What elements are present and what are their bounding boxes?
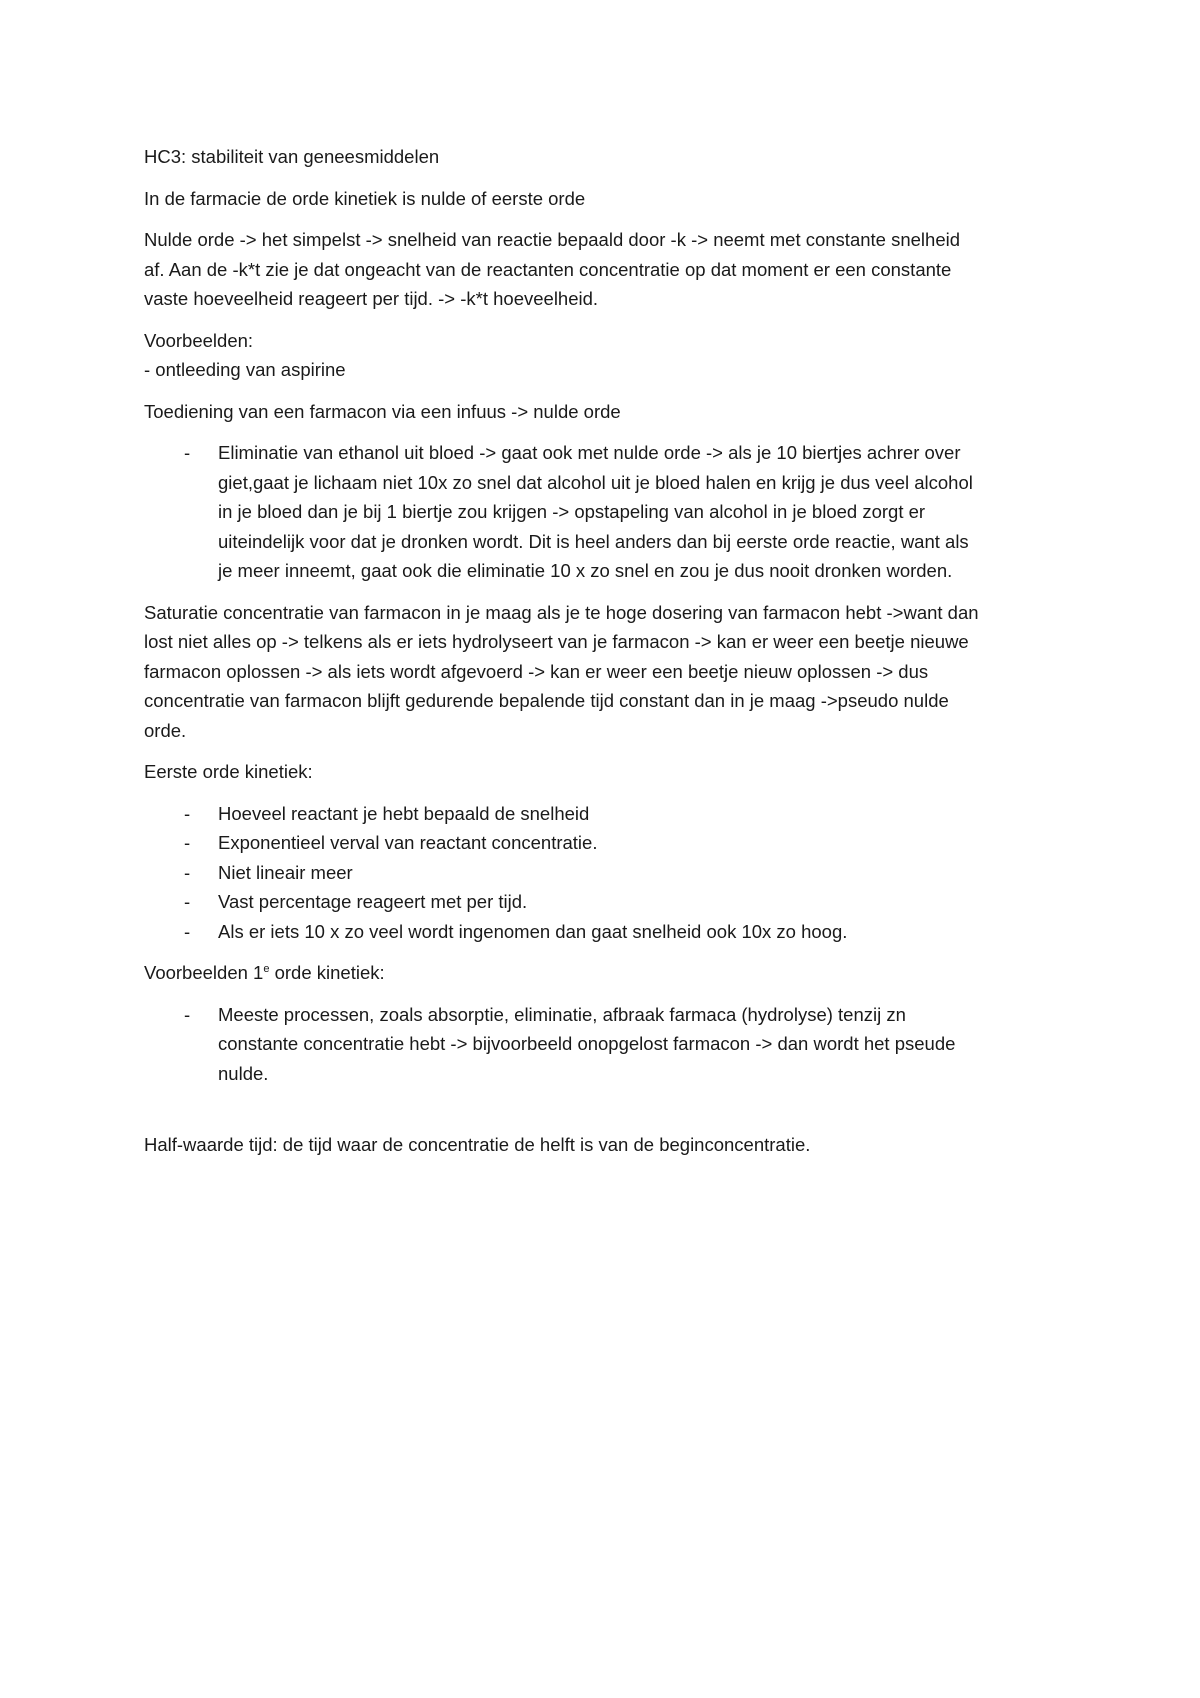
text-line: nulde. (218, 1062, 269, 1084)
list-dash: - (184, 891, 191, 912)
document-title: HC3: stabiliteit van geneesmiddelen (144, 146, 440, 167)
list-dash: - (184, 861, 191, 883)
heading-text: Voorbeelden 1 (144, 962, 264, 983)
list-dash: - (184, 920, 191, 942)
list-item (144, 887, 1074, 917)
nulde-orde-paragraph (144, 225, 1074, 314)
list-item (144, 1000, 1074, 1089)
text-line: uiteindelijk voor dat je dronken wordt. Dit is heel anders dan bij eerste orde reactie, want als (218, 530, 969, 552)
document-page (144, 142, 1074, 1172)
eerste-orde-list (144, 799, 1074, 947)
text-line: je meer inneemt, gaat ook die eliminatie 10 x zo snel en zou je dus nooit dronken worden. (218, 560, 953, 581)
list-item-text: Exponentieel verval van reactant concentratie. (218, 832, 598, 853)
text-line: in je bloed dan je bij 1 biertje zou krijgen -> opstapeling van alcohol in je bloed zorgt er (218, 501, 926, 522)
text-line: giet,gaat je lichaam niet 10x zo snel dat alcohol uit je bloed halen en krijg je dus veel alcohol (218, 471, 973, 493)
text-line: Saturatie concentratie van farmacon in je maag als je te hoge dosering van farmacon hebt ->want dan (144, 601, 979, 623)
list-dash: - (184, 442, 191, 463)
list-item (144, 799, 1074, 829)
text-line: Eliminatie van ethanol uit bloed -> gaat ook met nulde orde -> als je 10 biertjes achrer over (218, 442, 961, 463)
text-line: Voorbeelden: (144, 329, 254, 351)
list-item-text: Als er iets 10 x zo veel wordt ingenomen dan gaat snelheid ook 10x zo hoog. (218, 920, 848, 942)
list-item (144, 858, 1074, 888)
eerste-orde-heading: Eerste orde kinetiek: (144, 761, 313, 782)
text-line: af. Aan de -k*t zie je dat ongeacht van de reactanten concentratie op dat moment er een constante (144, 258, 952, 280)
list-dash: - (184, 1003, 191, 1025)
list-item-text: Niet lineair meer (218, 861, 353, 883)
list-dash: - (184, 832, 191, 853)
list-item (144, 438, 1074, 586)
text-line: orde. (144, 719, 187, 741)
blank-line (144, 1100, 1074, 1130)
text-line: vaste hoeveelheid reageert per tijd. -> -k*t hoeveelheid. (144, 288, 599, 309)
list-item (144, 917, 1074, 947)
list-dash: - (184, 802, 191, 824)
voorbeelden-eerste-orde-heading (144, 958, 1074, 988)
processen-list (144, 1000, 1074, 1089)
superscript: e (263, 962, 270, 975)
intro-paragraph: In de farmacie de orde kinetiek is nulde of eerste orde (144, 187, 586, 209)
heading-text: orde kinetiek: (269, 962, 385, 983)
halfwaarde-paragraph: Half-waarde tijd: de tijd waar de concentratie de helft is van de beginconcentratie. (144, 1134, 811, 1155)
list-item (144, 828, 1074, 858)
saturatie-paragraph (144, 598, 1074, 746)
text-line: Meeste processen, zoals absorptie, eliminatie, afbraak farmaca (hydrolyse) tenzij zn (218, 1003, 906, 1025)
text-line: farmacon oplossen -> als iets wordt afgevoerd -> kan er weer een beetje nieuw oplossen -> dus (144, 660, 929, 682)
voorbeelden-paragraph (144, 326, 1074, 385)
eliminatie-list (144, 438, 1074, 586)
text-line: lost niet alles op -> telkens als er iets hydrolyseert van je farmacon -> kan er weer een beetje nieuwe (144, 631, 969, 652)
list-item-text: Hoeveel reactant je hebt bepaald de snelheid (218, 802, 590, 824)
list-item-text: Vast percentage reageert met per tijd. (218, 891, 528, 912)
text-line: - ontleeding van aspirine (144, 359, 346, 380)
text-line: Nulde orde -> het simpelst -> snelheid van reactie bepaald door -k -> neemt met constante snelheid (144, 229, 961, 250)
toediening-paragraph: Toediening van een farmacon via een infuus -> nulde orde (144, 400, 621, 422)
text-line: concentratie van farmacon blijft gedurende bepalende tijd constant dan in je maag ->pseudo nulde (144, 690, 949, 711)
text-line: constante concentratie hebt -> bijvoorbeeld onopgelost farmacon -> dan wordt het pseude (218, 1033, 956, 1054)
